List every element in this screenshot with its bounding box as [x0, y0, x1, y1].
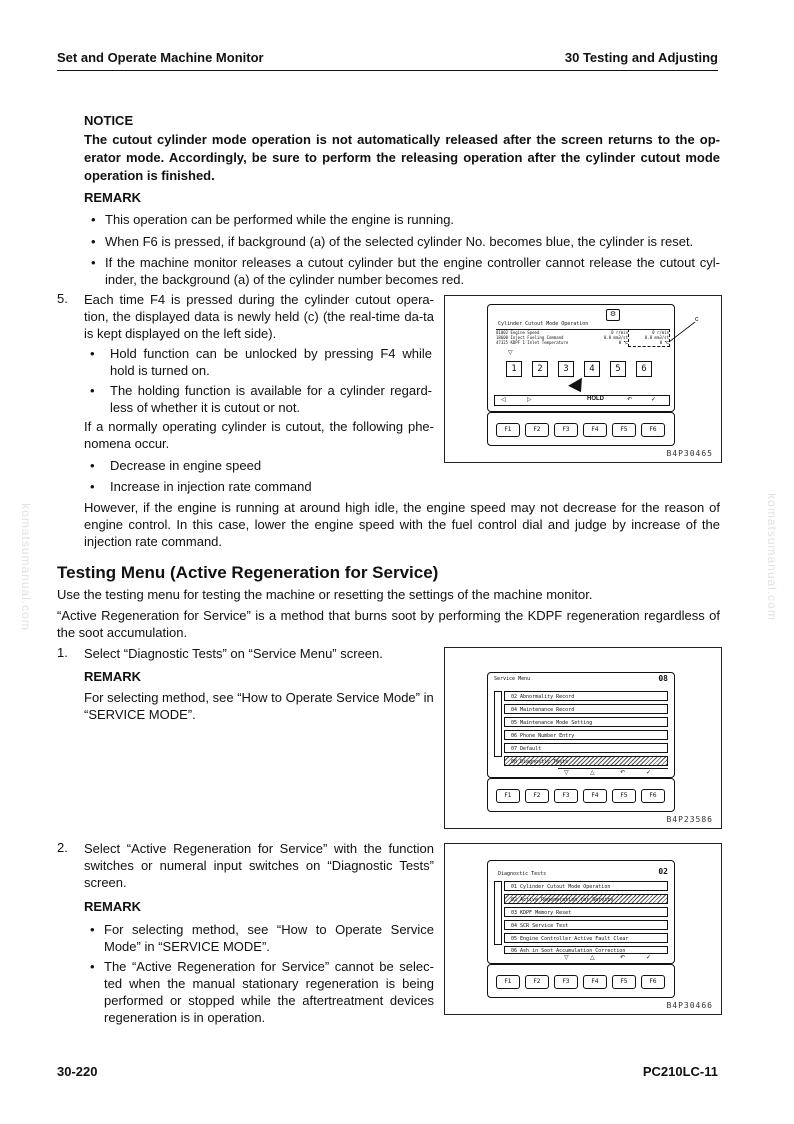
header-left: Set and Operate Machine Monitor	[57, 50, 264, 65]
bullet-text: For selecting method, see “How to Operate Service Mode” in “SERVICE MODE”.	[104, 922, 434, 954]
menu-item[interactable]: 06 Phone Number Entry	[504, 730, 668, 740]
function-key-panel	[487, 964, 675, 998]
watermark-left: komatsumanual.com	[18, 503, 33, 631]
function-key-panel	[487, 778, 675, 812]
section-title: Testing Menu (Active Regeneration for Service)	[57, 563, 439, 582]
scrollbar[interactable]	[494, 881, 502, 945]
f2-key[interactable]: F2	[525, 975, 549, 989]
f4-key[interactable]: F4	[583, 975, 607, 989]
bullet-text: When F6 is pressed, if background (a) of the selected cylinder No. becomes blue, the cylinder is reset.	[105, 234, 694, 249]
value-held: 0.0 mm3/st	[644, 335, 669, 340]
remark-title: REMARK	[84, 899, 142, 914]
figure-service-menu	[444, 647, 722, 829]
cylinder-button[interactable]: 6	[636, 361, 652, 377]
monitor-screen	[487, 672, 675, 778]
left-arrow-icon[interactable]: ◁	[501, 397, 506, 403]
f6-key[interactable]: F6	[641, 423, 665, 437]
menu-item[interactable]: 01 Cylinder Cutout Mode Operation	[504, 881, 668, 891]
watermark-right: komatsumanual.com	[764, 493, 779, 621]
value-realtime: 0 r/min	[611, 330, 628, 335]
figure-code: B4P23586	[666, 815, 713, 824]
list-item: • The “Active Regeneration for Service” cannot be selec-ted when the manual stationary regeneration is being performed or stopped while the aftertreatment devices regeneration is in operation.	[90, 959, 434, 1025]
hold-label[interactable]: HOLD	[587, 396, 604, 402]
list-item: • When F6 is pressed, if background (a) of the selected cylinder No. becomes blue, the cylinder is reset.	[91, 234, 694, 249]
up-arrow-icon[interactable]: △	[590, 955, 595, 961]
list-item: • This operation can be performed while the engine is running.	[91, 212, 455, 227]
data-row: 18600 Inject Fueling Command	[496, 335, 564, 340]
softkey-bar	[494, 395, 670, 406]
figure-cylinder-cutout	[444, 295, 722, 463]
list-item: • Decrease in engine speed	[90, 458, 262, 473]
up-arrow-icon[interactable]: △	[590, 770, 595, 776]
step5-text3: However, if the engine is running at around high idle, the engine speed may not decrease for the reason of engine control. In this case, lower the engine speed with the fuel control dial and judge by increase of the injection rate command.	[84, 500, 720, 549]
header-right: 30 Testing and Adjusting	[564, 50, 718, 65]
menu-item[interactable]: 05 Maintenance Mode Setting	[504, 717, 668, 727]
step-number: 2.	[57, 840, 68, 855]
step1-remark: For selecting method, see “How to Operate Service Mode” in “SERVICE MODE”.	[84, 690, 434, 722]
step2-text: Select “Active Regeneration for Service” with the function switches or numeral input switches on “Diagnostic Tests” screen.	[84, 841, 434, 890]
cylinder-button[interactable]: 4	[584, 361, 600, 377]
menu-item[interactable]: 07 Default	[504, 743, 668, 753]
value-realtime: 0 ℃	[618, 340, 628, 345]
f5-key[interactable]: F5	[612, 789, 636, 803]
list-item: • If the machine monitor releases a cutout cylinder but the engine controller cannot release the cutout cyl-inder, the background (a) of the cylinder number becomes red.	[91, 255, 720, 287]
bullet-text: Hold function can be unlocked by pressing F4 while hold is turned on.	[110, 346, 432, 378]
f5-key[interactable]: F5	[612, 423, 636, 437]
bullet-text: Decrease in engine speed	[110, 458, 262, 473]
f6-key[interactable]: F6	[641, 975, 665, 989]
value-held: 0 ℃	[659, 340, 669, 345]
cylinder-button[interactable]: 2	[532, 361, 548, 377]
f5-key[interactable]: F5	[612, 975, 636, 989]
f2-key[interactable]: F2	[525, 423, 549, 437]
monitor-screen	[487, 304, 675, 412]
right-arrow-icon[interactable]: ▷	[527, 397, 532, 403]
step-number: 1.	[57, 645, 68, 660]
f2-key[interactable]: F2	[525, 789, 549, 803]
f6-key[interactable]: F6	[641, 789, 665, 803]
screen-title: Cylinder Cutout Mode Operation	[498, 321, 589, 327]
callout-c: c	[695, 316, 699, 323]
value-realtime: 0.0 mm3/st	[603, 335, 628, 340]
f1-key[interactable]: F1	[496, 423, 520, 437]
held-data-box	[628, 329, 670, 347]
check-icon[interactable]: ✓	[646, 770, 652, 776]
data-row: 47325 KDPF 1 Inlet Temperature	[496, 340, 569, 345]
f4-key[interactable]: F4	[583, 789, 607, 803]
f4-key[interactable]: F4	[583, 423, 607, 437]
list-item: • Hold function can be unlocked by pressing F4 while hold is turned on.	[90, 346, 432, 378]
down-arrow-icon[interactable]: ▽	[564, 770, 569, 776]
bullet-text: This operation can be performed while the engine is running.	[105, 212, 455, 227]
monitor-screen	[487, 860, 675, 964]
softkey-bar	[558, 953, 668, 962]
remark-title: REMARK	[84, 669, 142, 684]
menu-item[interactable]: 05 Engine Controller Active Fault Clear	[504, 933, 668, 943]
menu-item[interactable]: 06 Ash in Soot Accumulation Correction	[504, 946, 668, 954]
cylinder-button[interactable]: 1	[506, 361, 522, 377]
screen-title: Service Menu	[494, 676, 531, 682]
function-key-panel	[487, 412, 675, 446]
step-number: 5.	[57, 291, 68, 306]
f3-key[interactable]: F3	[554, 975, 578, 989]
check-icon[interactable]: ✓	[651, 397, 657, 403]
f1-key[interactable]: F1	[496, 789, 520, 803]
screen-number: 08	[658, 674, 668, 683]
page-header	[57, 50, 718, 71]
pointer-arrow-icon	[568, 378, 588, 396]
scrollbar[interactable]	[494, 691, 502, 757]
screen-title: Diagnostic Tests	[498, 871, 547, 877]
menu-item[interactable]: 02 Abnormality Record	[504, 691, 668, 701]
down-arrow-icon[interactable]: ▽	[564, 955, 569, 961]
selector-arrow-icon: ▽	[508, 350, 513, 356]
section-p2: “Active Regeneration for Service” is a method that burns soot by performing the KDPF regeneration regardless of the soot accumulation.	[57, 608, 720, 640]
reset-icon[interactable]: ↶	[620, 770, 626, 776]
menu-item[interactable]: 04 Maintenance Record	[504, 704, 668, 714]
reset-icon[interactable]: ↶	[620, 955, 626, 961]
value-held: 0 r/min	[652, 330, 669, 335]
cylinder-button[interactable]: 5	[610, 361, 626, 377]
cylinder-button[interactable]: 3	[558, 361, 574, 377]
remark1-title: REMARK	[84, 190, 142, 205]
list-item: • For selecting method, see “How to Operate Service Mode” in “SERVICE MODE”.	[90, 922, 434, 954]
bullet-text: The holding function is available for a cylinder regard-less of whether it is cutout or not.	[110, 383, 432, 415]
model-number: PC210LC-11	[642, 1064, 718, 1079]
callout-line	[667, 320, 697, 344]
notice-body: The cutout cylinder mode operation is not automatically released after the screen returns to the op-erator mode. Accordingly, be sure to perform the releasing operation after the cylinder cutout mode operation is finished.	[84, 132, 720, 183]
section-p1: Use the testing menu for testing the machine or resetting the settings of the machine monitor.	[57, 587, 593, 602]
screen-number: 02	[658, 867, 668, 876]
step1-text: Select “Diagnostic Tests” on “Service Menu” screen.	[84, 646, 383, 661]
data-rows	[496, 330, 568, 345]
page-number: 30-220	[57, 1064, 98, 1079]
menu-item-selected[interactable]: 02 Active Regeneration for Service	[504, 894, 668, 904]
f1-key[interactable]: F1	[496, 975, 520, 989]
figure-code: B4P30466	[666, 1001, 713, 1010]
menu-item[interactable]: 03 KDPF Memory Reset	[504, 907, 668, 917]
figure-diagnostic-tests	[444, 843, 722, 1015]
reset-icon[interactable]: ↶	[627, 397, 633, 403]
bullet-text: The “Active Regeneration for Service” cannot be selec-ted when the manual stationary regeneration is being performed or stopped while the aftertreatment devices regeneration is in operation.	[104, 959, 434, 1025]
f3-key[interactable]: F3	[554, 423, 578, 437]
check-icon[interactable]: ✓	[646, 955, 652, 961]
bullet-text: Increase in injection rate command	[110, 479, 312, 494]
f3-key[interactable]: F3	[554, 789, 578, 803]
data-row: 01002 Engine Speed	[496, 330, 540, 335]
bullet-text: If the machine monitor releases a cutout cylinder but the engine controller cannot release the cutout cyl-inder, the background (a) of the cylinder number becomes red.	[105, 255, 720, 287]
notice-title: NOTICE	[84, 113, 134, 128]
step5-text: Each time F4 is pressed during the cylinder cutout opera-tion, the displayed data is newly held (c) (the real-time da-ta is kept displayed on the left side).	[84, 292, 434, 341]
figure-code: B4P30465	[666, 449, 713, 458]
menu-item[interactable]: 04 SCR Service Test	[504, 920, 668, 930]
softkey-bar	[558, 768, 668, 777]
list-item: • The holding function is available for a cylinder regard-less of whether it is cutout or not.	[90, 383, 432, 415]
menu-item-selected[interactable]: 08 Diagnostic Tests	[504, 756, 668, 766]
monitor-icon: ⚙	[606, 309, 620, 321]
step5-text2: If a normally operating cylinder is cutout, the following phe-nomena occur.	[84, 419, 434, 451]
list-item: • Increase in injection rate command	[90, 479, 312, 494]
